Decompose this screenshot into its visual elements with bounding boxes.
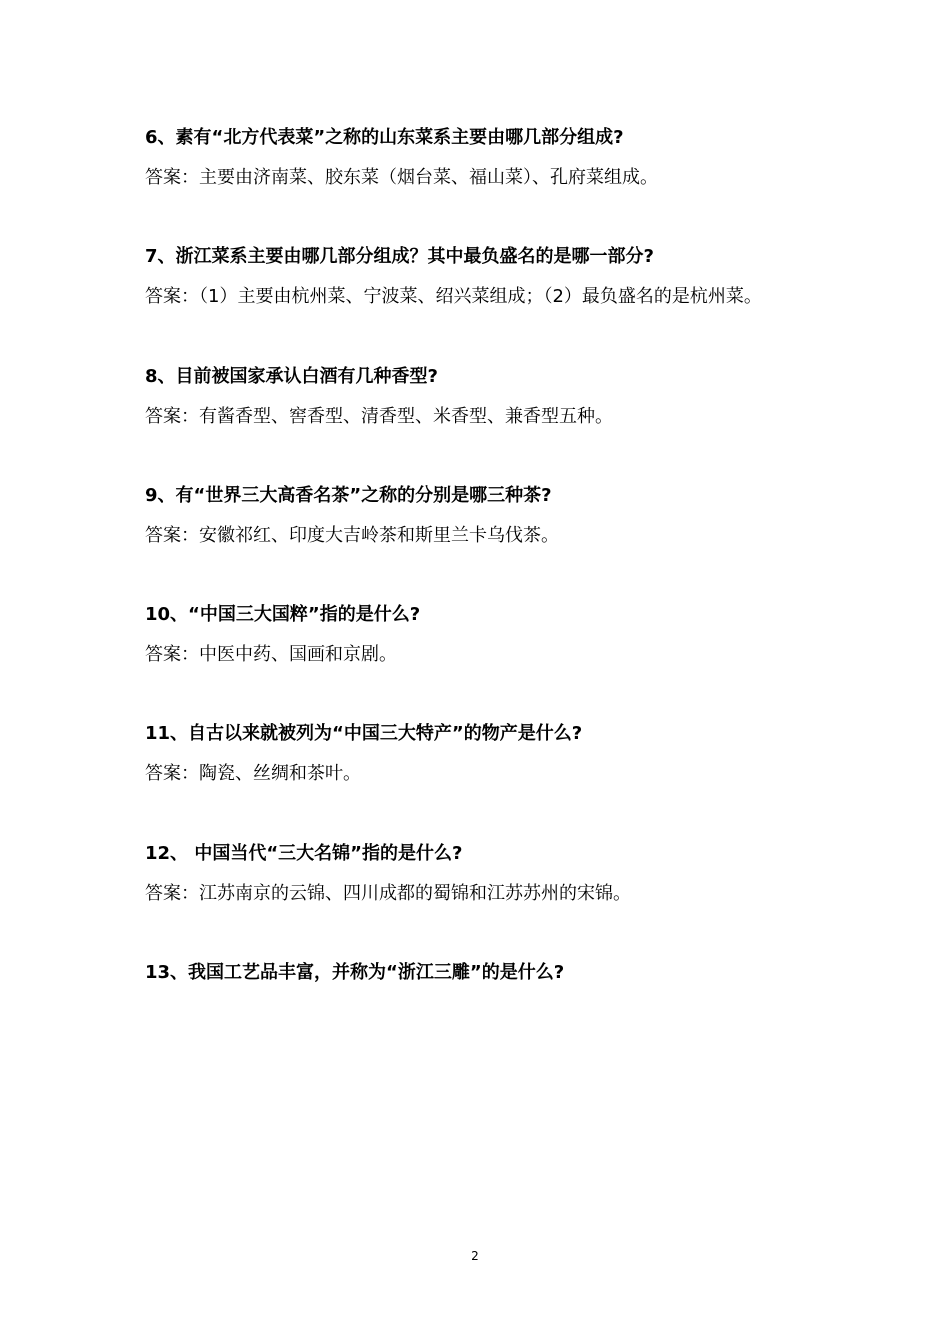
question-6: 6、素有“北方代表菜”之称的山东菜系主要由哪几部分组成? — [145, 127, 624, 148]
qa-item-10 — [145, 603, 865, 667]
qa-item-8 — [145, 365, 865, 429]
answer-8: 答案：有酱香型、窖香型、清香型、米香型、兼香型五种。 — [145, 406, 613, 427]
question-10: 10、“中国三大国粹”指的是什么? — [145, 604, 421, 625]
question-7: 7、浙江菜系主要由哪几部分组成？其中最负盛名的是哪一部分? — [145, 246, 654, 267]
question-9: 9、有“世界三大高香名茶”之称的分别是哪三种茶? — [145, 485, 552, 506]
answer-9: 答案：安徽祁红、印度大吉岭茶和斯里兰卡乌伐茶。 — [145, 525, 559, 546]
qa-item-13 — [145, 961, 865, 985]
question-11: 11、自古以来就被列为“中国三大特产”的物产是什么? — [145, 723, 583, 744]
qa-item-11 — [145, 722, 865, 786]
qa-item-9 — [145, 484, 865, 548]
qa-item-12 — [145, 842, 865, 906]
answer-10: 答案：中医中药、国画和京剧。 — [145, 644, 397, 665]
answer-7: 答案：（1）主要由杭州菜、宁波菜、绍兴菜组成；（2）最负盛名的是杭州菜。 — [145, 286, 762, 307]
question-8: 8、目前被国家承认白酒有几种香型? — [145, 366, 438, 387]
qa-item-6 — [145, 126, 865, 190]
question-12: 12、 中国当代“三大名锦”指的是什么? — [145, 843, 463, 864]
page-number: 2 — [471, 1249, 479, 1263]
answer-6: 答案：主要由济南菜、胶东菜（烟台菜、福山菜）、孔府菜组成。 — [145, 167, 658, 188]
answer-12: 答案：江苏南京的云锦、四川成都的蜀锦和江苏苏州的宋锦。 — [145, 883, 631, 904]
answer-11: 答案：陶瓷、丝绸和茶叶。 — [145, 763, 361, 784]
qa-item-7 — [145, 245, 865, 309]
question-13: 13、我国工艺品丰富，并称为“浙江三雕”的是什么? — [145, 962, 565, 983]
